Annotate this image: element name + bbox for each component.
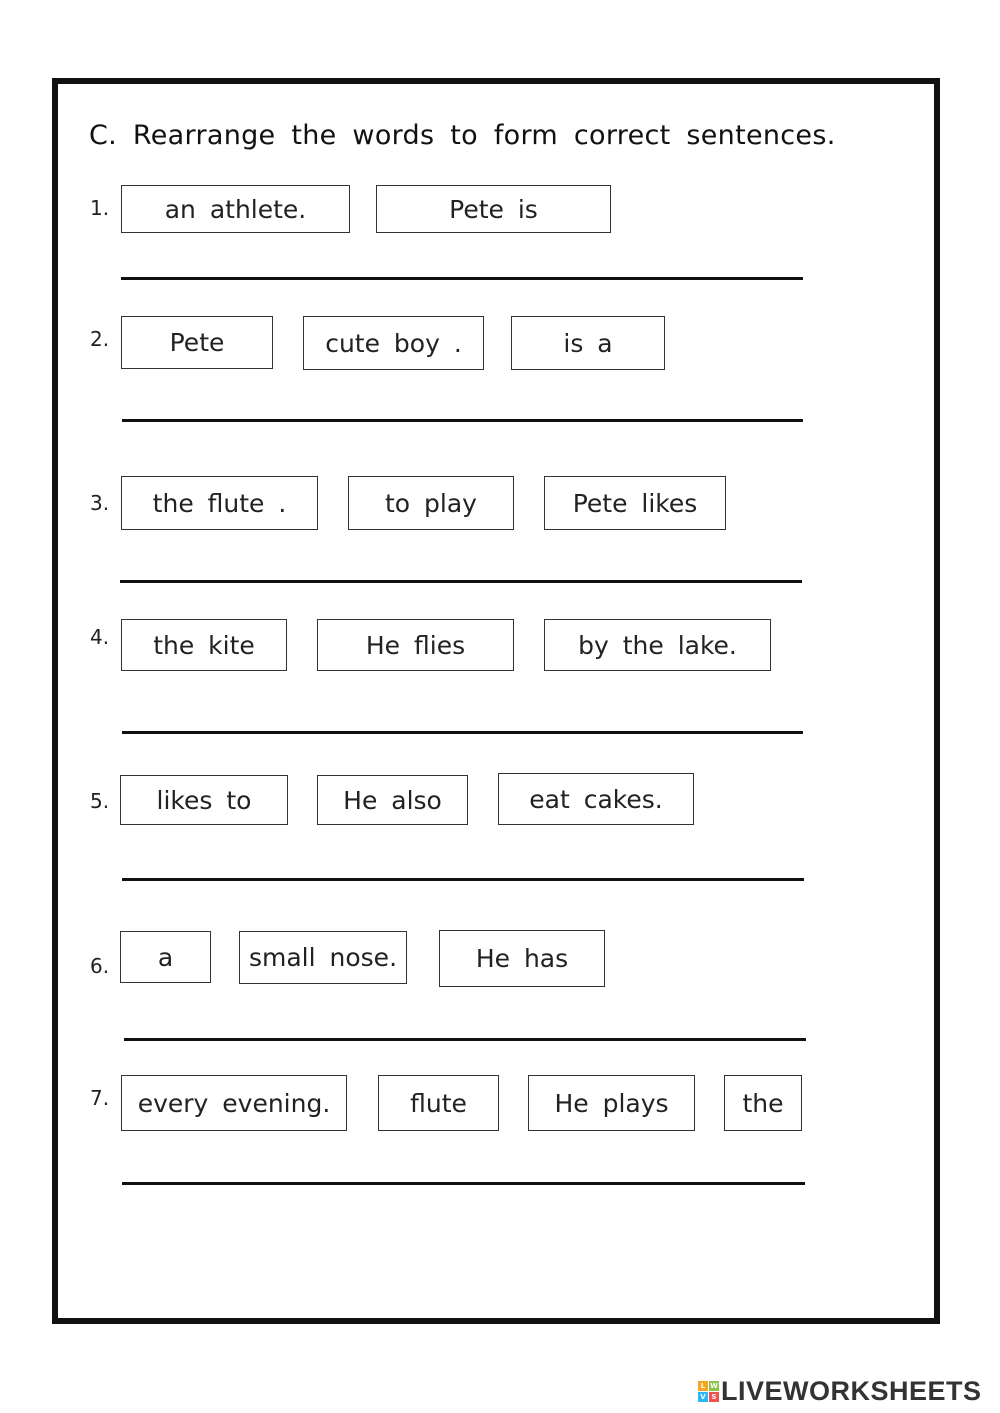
worksheet-frame	[52, 78, 940, 1324]
answer-line-4[interactable]	[122, 731, 803, 734]
answer-line-1[interactable]	[121, 277, 803, 280]
logo-cube: S	[709, 1392, 719, 1402]
word-chunk[interactable]: to play	[348, 476, 514, 530]
answer-line-3[interactable]	[120, 580, 802, 583]
word-chunk[interactable]: Pete likes	[544, 476, 726, 530]
logo-cube: V	[698, 1392, 708, 1402]
word-chunk[interactable]: the kite	[121, 619, 287, 671]
word-chunk[interactable]: every evening.	[121, 1075, 347, 1131]
word-chunk[interactable]: is a	[511, 316, 665, 370]
liveworksheets-logo[interactable]	[698, 1376, 982, 1407]
logo-text: LIVEWORKSHEETS	[721, 1376, 982, 1406]
answer-line-2[interactable]	[122, 419, 803, 422]
word-chunk[interactable]: flute	[378, 1075, 499, 1131]
word-chunk[interactable]: by the lake.	[544, 619, 771, 671]
logo-cube: L	[698, 1381, 708, 1391]
word-chunk[interactable]: cute boy .	[303, 316, 484, 370]
question-7-number: 7.	[90, 1086, 110, 1110]
word-chunk[interactable]: small nose.	[239, 931, 407, 984]
word-chunk[interactable]: a	[120, 931, 211, 983]
logo-cube: W	[710, 1382, 718, 1390]
question-3-number: 3.	[90, 491, 110, 515]
word-chunk[interactable]: He plays	[528, 1075, 695, 1131]
word-chunk[interactable]: He has	[439, 930, 605, 987]
answer-line-5[interactable]	[122, 878, 804, 881]
answer-line-6[interactable]	[124, 1038, 806, 1041]
word-chunk[interactable]: He also	[317, 775, 468, 825]
question-6-number: 6.	[90, 954, 110, 978]
answer-line-7[interactable]	[122, 1182, 805, 1185]
word-chunk[interactable]: Pete is	[376, 185, 611, 233]
question-1-number: 1.	[90, 196, 110, 220]
question-4-number: 4.	[90, 625, 110, 649]
word-chunk[interactable]: the	[724, 1075, 802, 1131]
word-chunk[interactable]: an athlete.	[121, 185, 350, 233]
logo-cubes-icon	[698, 1381, 719, 1402]
instructions-title: C. Rearrange the words to form correct sentences.	[89, 120, 836, 151]
word-chunk[interactable]: likes to	[120, 775, 288, 825]
question-5-number: 5.	[90, 789, 110, 813]
word-chunk[interactable]: eat cakes.	[498, 773, 694, 825]
word-chunk[interactable]: He flies	[317, 619, 514, 671]
word-chunk[interactable]: Pete	[121, 316, 273, 369]
word-chunk[interactable]: the flute .	[121, 476, 318, 530]
question-2-number: 2.	[90, 327, 110, 351]
